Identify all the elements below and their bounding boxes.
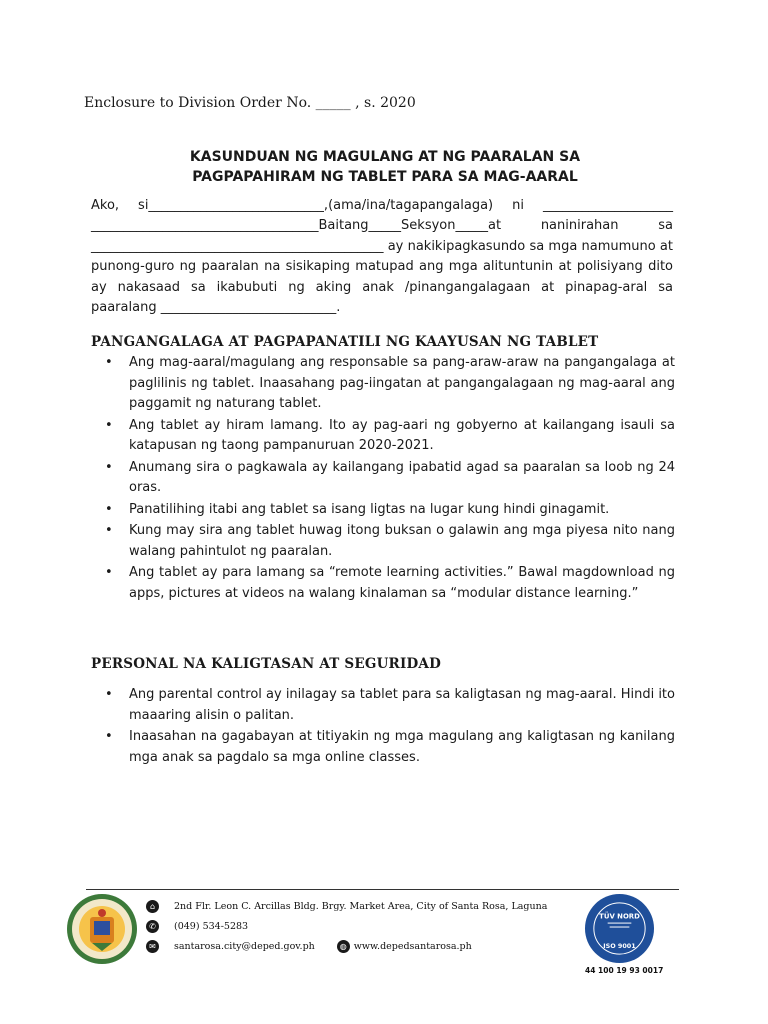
list-item <box>105 727 675 768</box>
bullet-icon: • <box>105 523 113 538</box>
intro-paragraph <box>91 196 673 318</box>
list-item-text: Ang mag-aaral/magulang ang responsable sa pang-araw-araw na pangangalaga at paglilinis ng tablet. Inaasahang pag-iingatan at pangangalagaan ng mag-aaral ang paggamit ng naturang tablet. <box>129 355 675 411</box>
footer-contact-row <box>146 940 472 953</box>
section-heading-safety: PERSONAL NA KALIGTASAN AT SEGURIDAD <box>91 656 441 672</box>
enclosure-line: Enclosure to Division Order No. _____ , s. 2020 <box>84 95 416 111</box>
bullet-icon: • <box>105 355 113 370</box>
division-seal-logo <box>66 893 138 965</box>
list-item-text: Anumang sira o pagkawala ay kailangang ipabatid agad sa paaralan sa loob ng 24 oras. <box>129 459 675 495</box>
list-item-text: Kung may sira ang tablet huwag itong buksan o galawin ang mga piyesa nito nang walang pahintulot ng paaralan. <box>129 523 675 559</box>
footer-website[interactable]: www.depedsantarosa.ph <box>353 941 472 952</box>
list-item <box>105 458 675 499</box>
intro-text: Ako, si___________________________,(ama/ina/tagapangalaga) ni ____________________ ___________________________________Baitang_____Seksyon_____at naninirahan sa _____________________________________________ ay nakikipagkasundo sa mga namumuno at punong-guro ng paaralan na sisikaping matupad ang mga alituntunin at polisiyang dito ay nakasaad sa ikabubuti ng aking anak /pinangangalagaan at pinapag-aral sa paaralang ___________________________. <box>91 198 673 316</box>
footer-email[interactable]: santarosa.city@deped.gov.ph <box>174 941 315 952</box>
list-item <box>105 521 675 562</box>
list-item <box>105 563 675 604</box>
iso-text: ISO 9001 <box>603 942 636 951</box>
home-icon: ⌂ <box>146 900 159 913</box>
bullet-icon: • <box>105 565 113 580</box>
footer-address-row <box>146 900 547 913</box>
document-title-line1: KASUNDUAN NG MAGULANG AT NG PAARALAN SA <box>189 149 581 165</box>
globe-icon: ◍ <box>337 940 350 953</box>
bullet-icon: • <box>105 417 113 433</box>
bullet-icon: • <box>105 459 113 475</box>
list-item <box>105 500 675 521</box>
bullet-icon: • <box>105 501 113 517</box>
list-item-text: Ang parental control ay inilagay sa tablet para sa kaligtasan ng mag-aaral. Hindi ito maaaring alisin o palitan. <box>129 687 675 723</box>
care-bullet-list <box>105 353 675 605</box>
list-item-text: Panatilihing itabi ang tablet sa isang ligtas na lugar kung hindi ginagamit. <box>129 501 610 517</box>
email-icon: ✉ <box>146 940 159 953</box>
list-item-text: Ang tablet ay hiram lamang. Ito ay pag-aari ng gobyerno at kailangang isauli sa katapusan ng taong pampanuruan 2020-2021. <box>129 417 675 453</box>
footer-phone: (049) 534-5283 <box>174 921 249 932</box>
footer-address: 2nd Flr. Leon C. Arcillas Bldg. Brgy. Market Area, City of Santa Rosa, Laguna <box>174 901 548 912</box>
certification-code: 44 100 19 93 0017 <box>585 966 664 975</box>
list-item <box>105 353 675 415</box>
footer-phone-row <box>146 920 248 933</box>
list-item <box>105 416 675 457</box>
tuv-brand-text: TÜV NORD <box>599 912 640 921</box>
footer-divider <box>86 889 679 890</box>
phone-icon: ✆ <box>146 920 159 933</box>
list-item <box>105 685 675 726</box>
tuv-nord-iso-logo <box>584 893 655 964</box>
section-heading-care: PANGANGALAGA AT PAGPAPANATILI NG KAAYUSAN NG TABLET <box>91 334 599 350</box>
bullet-icon: • <box>105 687 113 702</box>
bullet-icon: • <box>105 729 113 744</box>
list-item-text: Inaasahan na gagabayan at titiyakin ng mga magulang ang kaligtasan ng kanilang mga anak sa pagdalo sa mga online classes. <box>129 729 675 765</box>
document-title-line2: PAGPAPAHIRAM NG TABLET PARA SA MAG-AARAL <box>192 169 578 185</box>
safety-bullet-list <box>105 685 675 769</box>
list-item-text: Ang tablet ay para lamang sa “remote learning activities.” Bawal magdownload ng apps, pictures at videos na walang kinalaman sa “modular distance learning.” <box>129 565 675 601</box>
